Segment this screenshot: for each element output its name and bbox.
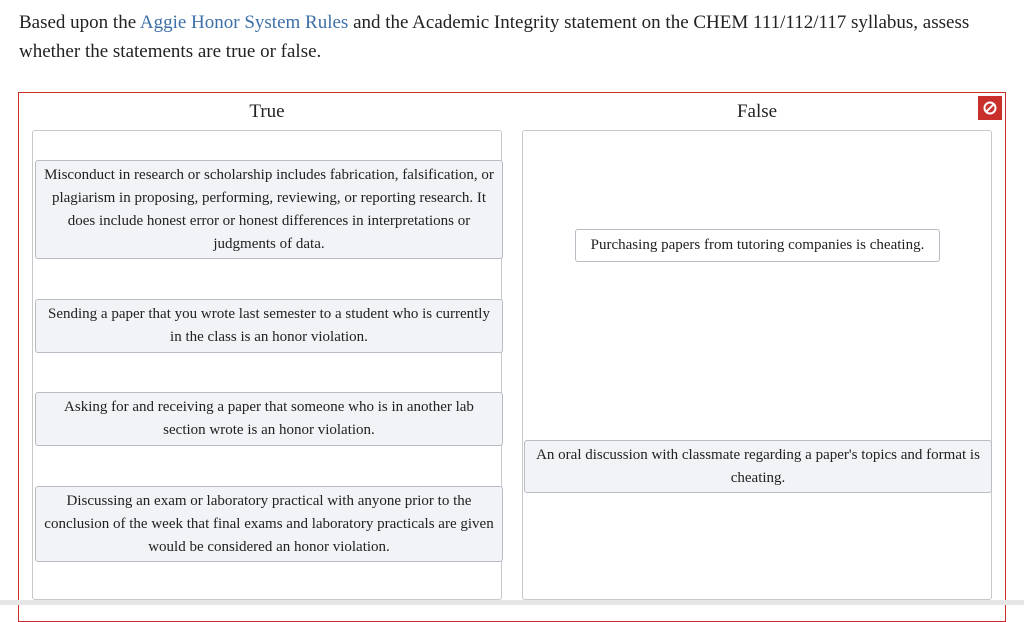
false-dropzone[interactable] bbox=[522, 130, 992, 600]
aggie-honor-rules-link[interactable]: Aggie Honor System Rules bbox=[139, 12, 349, 33]
page-bottom-divider bbox=[0, 600, 1024, 605]
true-item-card[interactable] bbox=[35, 392, 503, 446]
true-item-card[interactable] bbox=[35, 299, 503, 353]
false-item-text: Purchasing papers from tutoring companies is cheating. bbox=[590, 237, 925, 253]
instructions-prefix: Based upon the bbox=[19, 12, 140, 33]
true-false-sorting-activity bbox=[18, 92, 1006, 622]
true-item-card[interactable] bbox=[35, 486, 503, 562]
true-item-card[interactable] bbox=[35, 160, 503, 259]
true-item-text: Discussing an exam or laboratory practical with anyone prior to the conclusion of the week that final exams and laboratory practicals are given would be considered an honor violation. bbox=[44, 493, 494, 555]
false-item-card[interactable] bbox=[524, 440, 992, 493]
incorrect-icon bbox=[978, 96, 1002, 120]
false-item-card[interactable] bbox=[575, 229, 940, 262]
instructions-text bbox=[19, 8, 1009, 66]
true-dropzone[interactable] bbox=[32, 130, 502, 600]
true-item-text: Asking for and receiving a paper that someone who is in another lab section wrote is an honor violation. bbox=[64, 399, 474, 438]
instructions-suffix: and the Academic Integrity statement on the CHEM 111/112/117 syllabus, assess whether the statements are true or false. bbox=[19, 12, 970, 62]
true-item-text: Misconduct in research or scholarship includes fabrication, falsification, or plagiarism in proposing, performing, reviewing, or reporting research. It does include honest error or honest differences in interpretations or judgments of data. bbox=[44, 167, 494, 252]
false-column-header: False bbox=[736, 101, 778, 122]
true-column-header: True bbox=[249, 101, 285, 122]
false-item-text: An oral discussion with classmate regarding a paper's topics and format is cheating. bbox=[536, 447, 980, 486]
true-item-text: Sending a paper that you wrote last semester to a student who is currently in the class is an honor violation. bbox=[48, 306, 490, 345]
